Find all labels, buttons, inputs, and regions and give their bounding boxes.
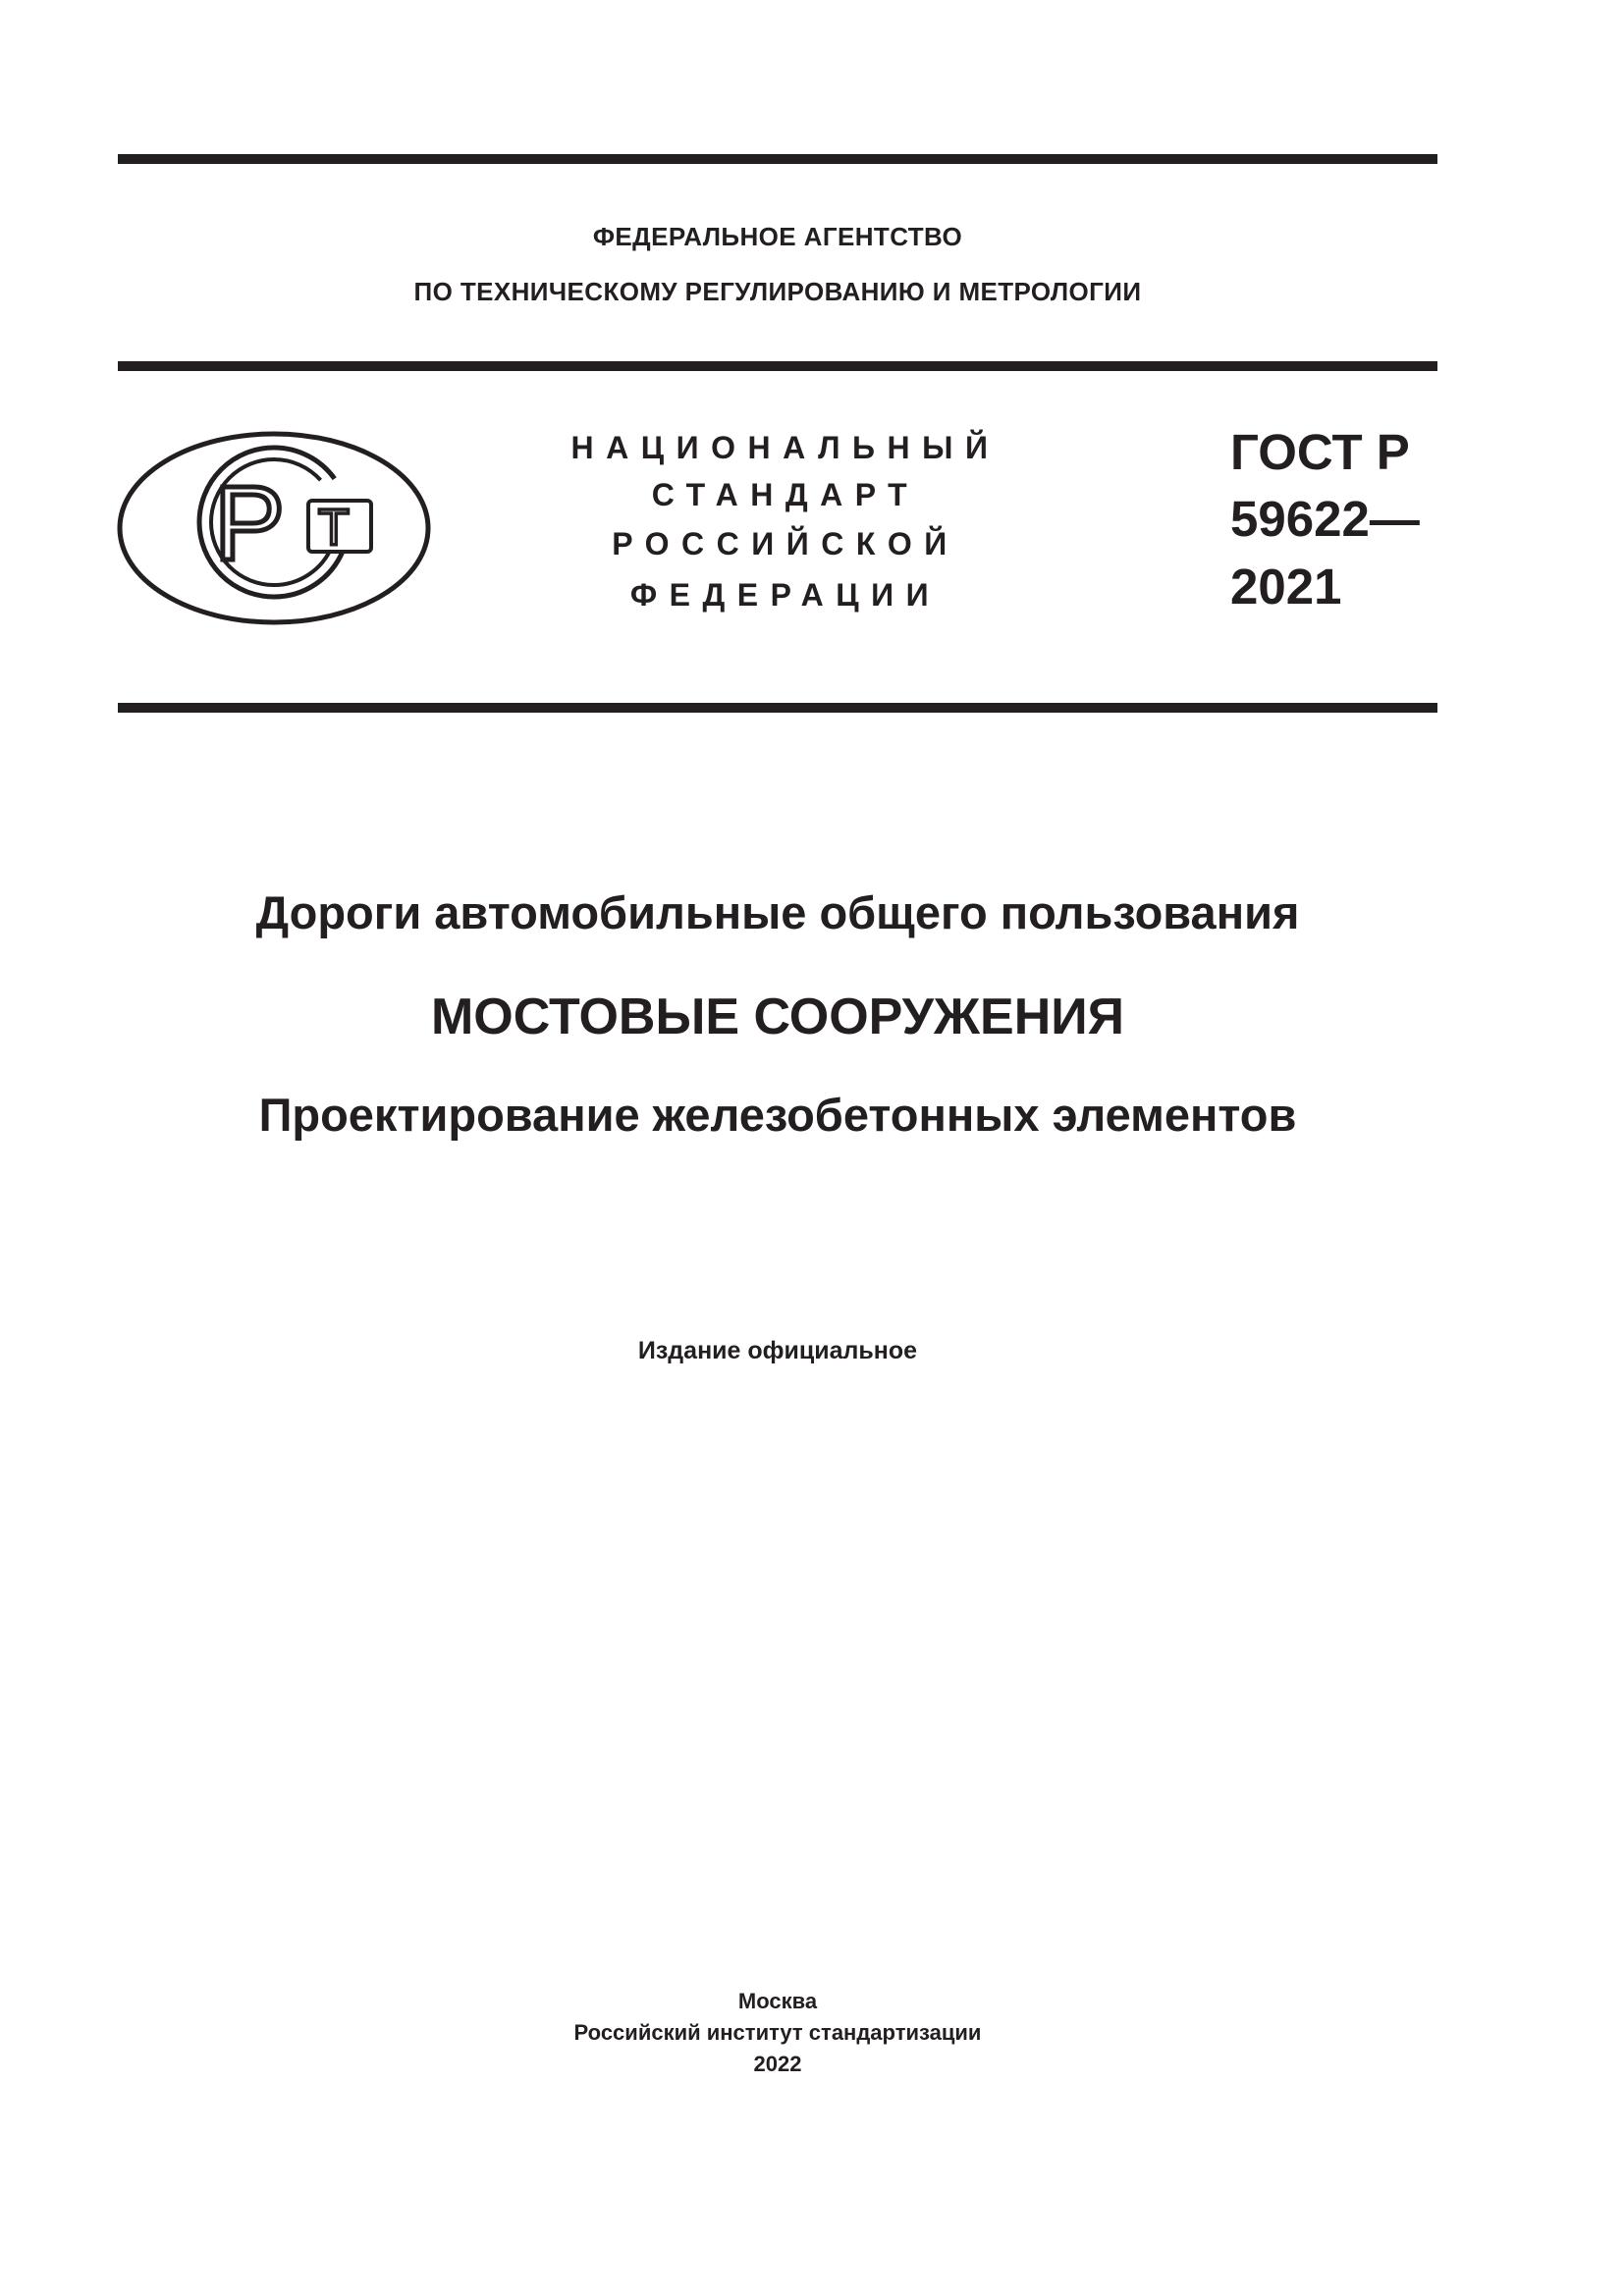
standard-type-line-2: СТАНДАРТ bbox=[651, 477, 920, 512]
imprint-publisher: Российский институт стандартизации bbox=[573, 2020, 982, 2045]
agency-line-2: ПО ТЕХНИЧЕСКОМУ РЕГУЛИРОВАНИЮ И МЕТРОЛОГИИ bbox=[413, 277, 1142, 306]
middle-rule bbox=[118, 361, 1437, 371]
document-title-line-2: МОСТОВЫЕ СООРУЖЕНИЯ bbox=[430, 988, 1124, 1045]
logo-letter-t: Т bbox=[318, 500, 350, 557]
top-rule bbox=[118, 154, 1437, 164]
designation-prefix: ГОСТ Р bbox=[1230, 424, 1410, 480]
imprint-city: Москва bbox=[737, 1989, 818, 2013]
standard-type-line-1: НАЦИОНАЛЬНЫЙ bbox=[570, 430, 1001, 465]
imprint-year: 2022 bbox=[753, 2052, 802, 2076]
designation-year: 2021 bbox=[1230, 559, 1342, 614]
designation-number: 59622— bbox=[1230, 491, 1420, 547]
standard-type-line-4: ФЕДЕРАЦИИ bbox=[629, 577, 942, 613]
logo-letter-p: Р bbox=[214, 463, 286, 582]
document-title-line-3: Проектирование железобетонных элементов bbox=[258, 1089, 1297, 1141]
standard-type-line-3: РОССИЙСКОЙ bbox=[612, 526, 959, 561]
rst-certification-logo-icon bbox=[116, 430, 432, 626]
agency-line-1: ФЕДЕРАЛЬНОЕ АГЕНТСТВО bbox=[592, 222, 963, 251]
bottom-rule bbox=[118, 703, 1437, 713]
edition-label: Издание официальное bbox=[637, 1337, 918, 1364]
document-title-line-1: Дороги автомобильные общего пользования bbox=[255, 886, 1300, 938]
